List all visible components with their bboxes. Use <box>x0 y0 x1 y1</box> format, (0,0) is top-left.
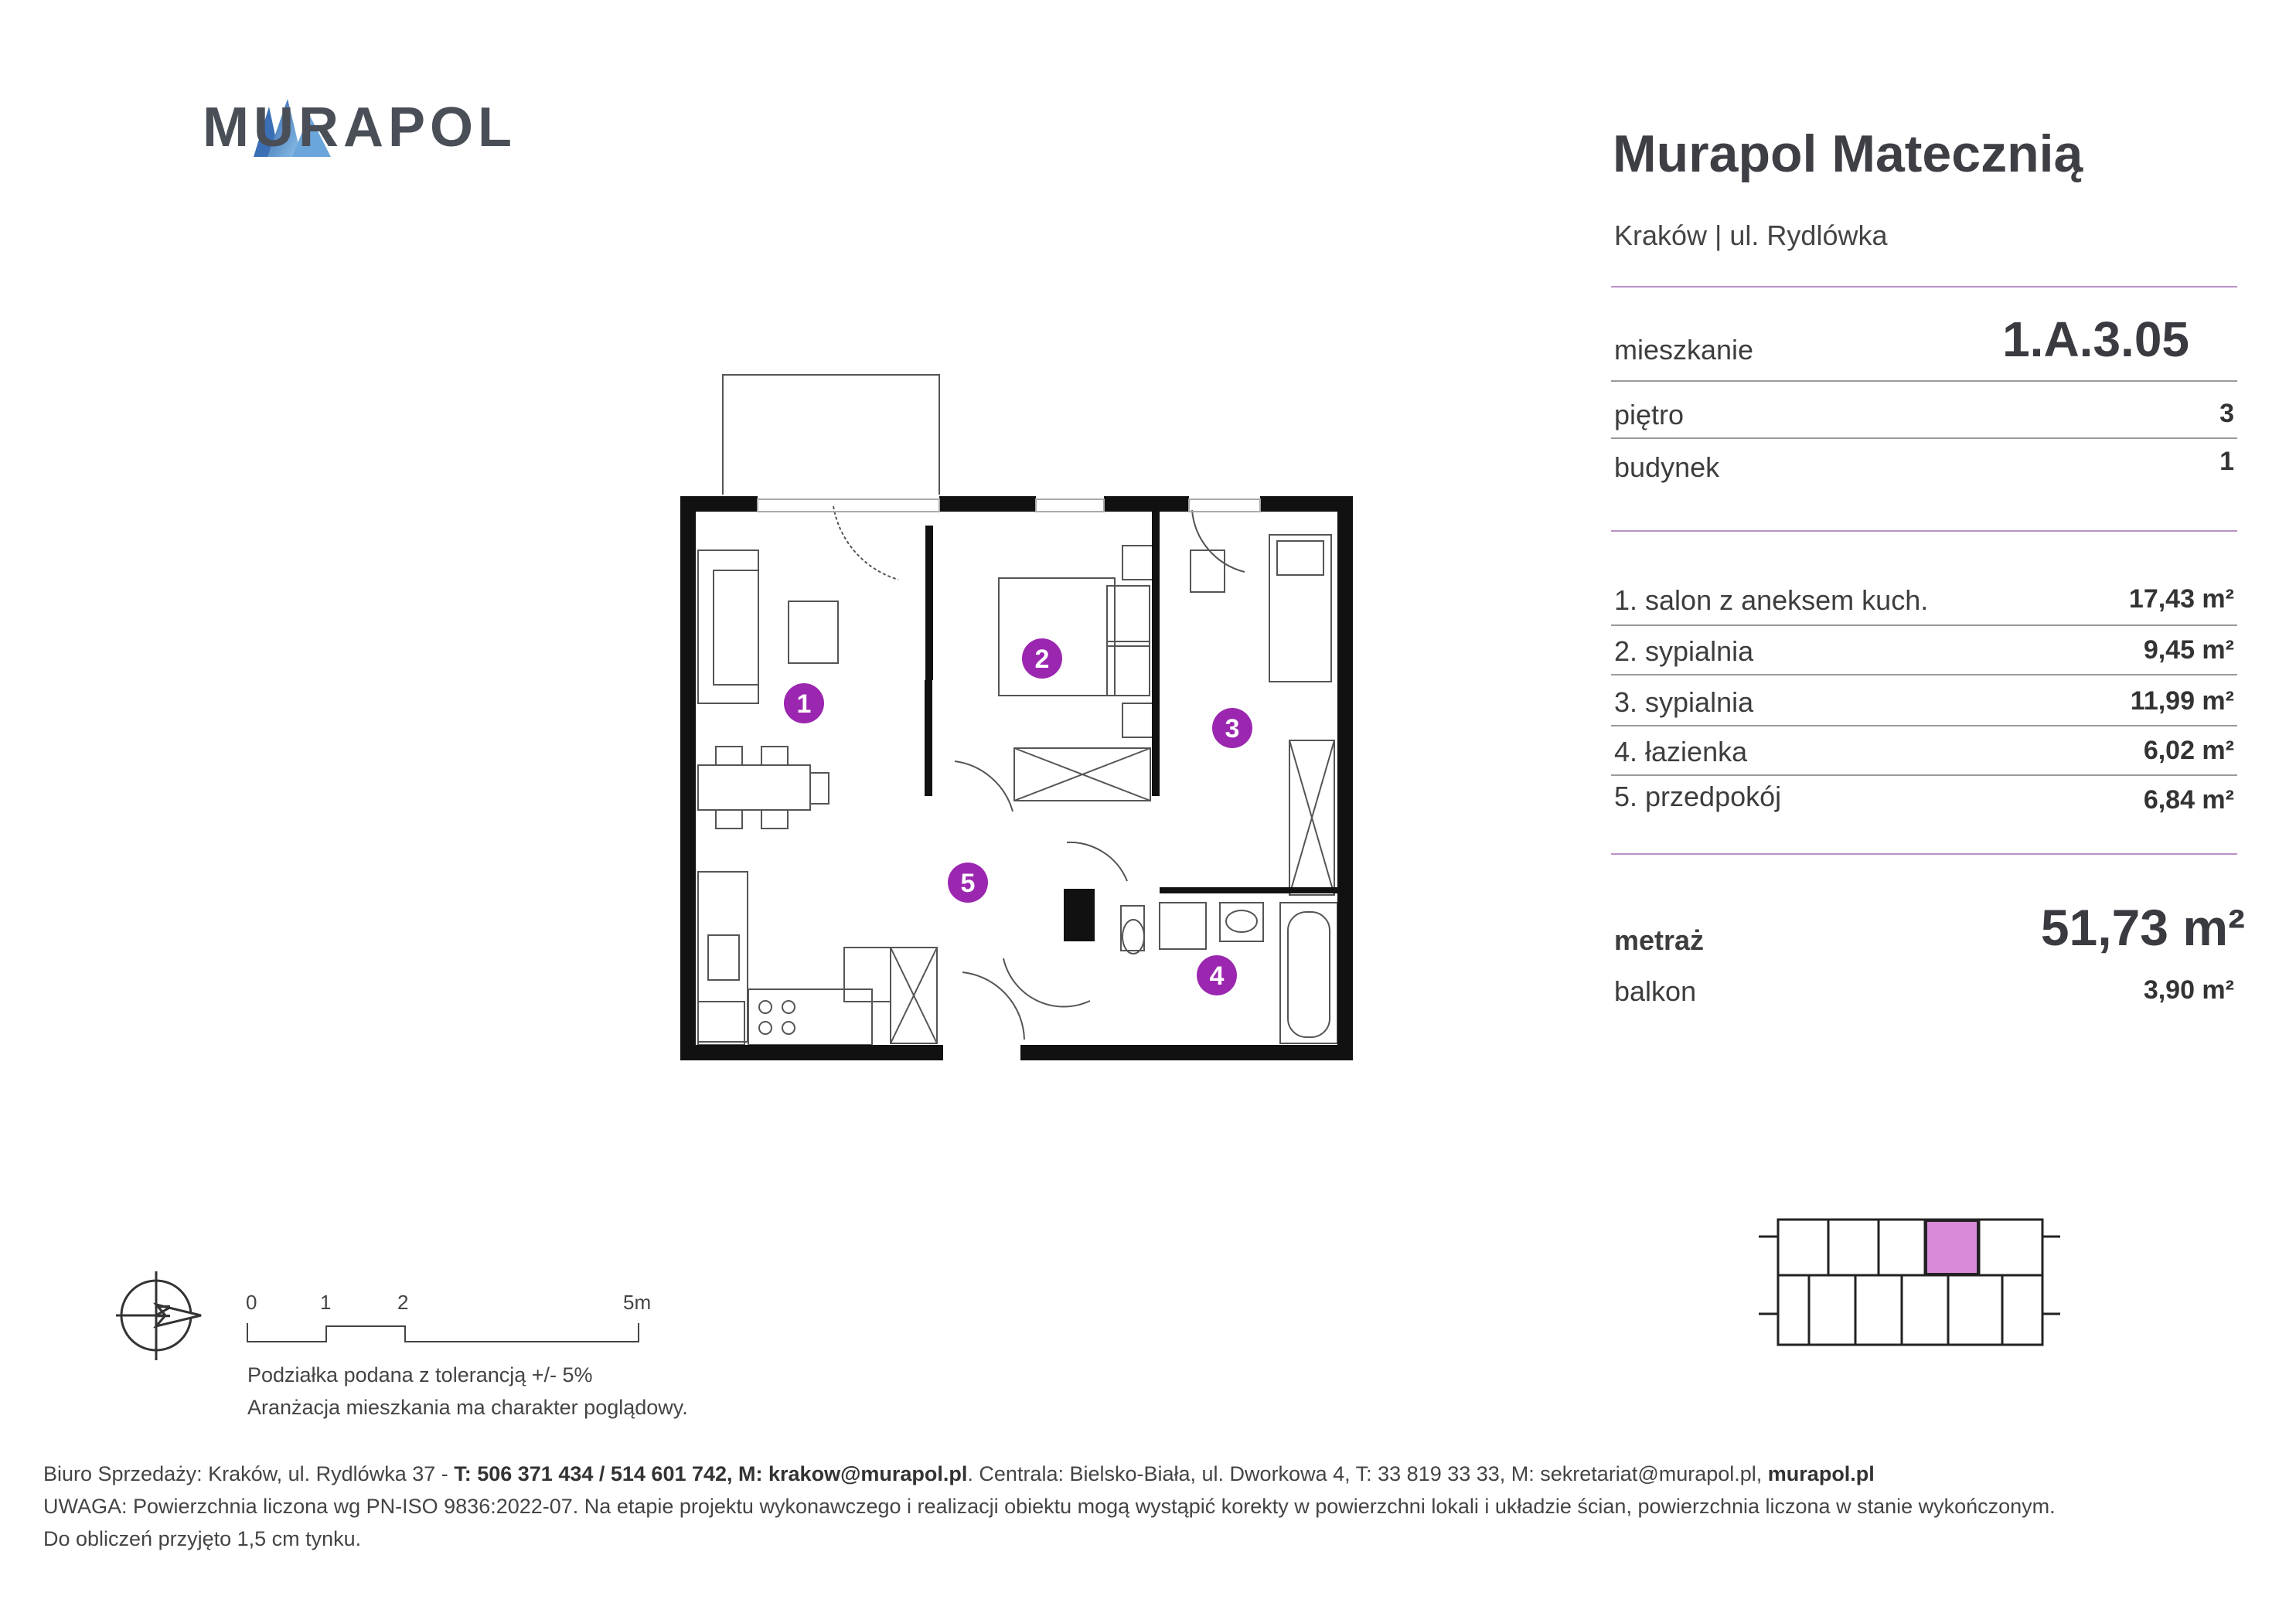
project-title: Murapol Matecznią <box>1613 124 2083 183</box>
floor-plan <box>665 363 1376 1074</box>
balcony-area: 3,90 m² <box>2143 975 2234 1005</box>
floor-label: piętro <box>1614 399 1685 430</box>
total-area-value: 51,73 m² <box>2040 899 2245 956</box>
total-area-label: metraż <box>1614 924 1705 956</box>
room-area: 9,45 m² <box>2143 635 2234 665</box>
scale-tick-label: 2 <box>397 1291 409 1314</box>
divider <box>1611 437 2237 439</box>
divider <box>1611 380 2237 382</box>
room-markers <box>784 638 1252 995</box>
footer-contact: Biuro Sprzedaży: Kraków, ul. Rydlówka 37 - T: 506 371 434 / 514 601 742, M: krakow@murapol.pl. Centrala: Bielsko-Biała, ul. Dworkowa 4, T: 33 819 33 33, M: sekretariat@murapol.pl, murapol.pl <box>43 1462 1875 1485</box>
floor-value: 3 <box>2219 399 2234 428</box>
footer-plaster-note: Do obliczeń przyjęto 1,5 cm tynku. <box>43 1527 362 1550</box>
room-marker-label: 5 <box>960 869 976 898</box>
divider <box>1611 286 2237 288</box>
apartment-label: mieszkanie <box>1614 334 1754 366</box>
layout-note: Aranżacja mieszkania ma charakter poglądowy. <box>247 1396 688 1419</box>
highlighted-apartment <box>1926 1221 1977 1274</box>
scale-tick-label: 5m <box>623 1291 652 1314</box>
footer-note: UWAGA: Powierzchnia liczona wg PN-ISO 9836:2022-07. Na etapie projektu wykonawczego i realizacji obiektu mogą wystąpić korekty w powierzchni lokali i układzie ścian, powierzchnia liczona w stanie wykończonym. <box>43 1495 2056 1518</box>
room-name: 3. sypialnia <box>1614 686 1754 718</box>
room-name: 1. salon z aneksem kuch. <box>1614 584 1929 616</box>
compass-icon <box>116 1267 216 1368</box>
room-name: 5. przedpokój <box>1614 781 1782 812</box>
room-name: 4. łazienka <box>1614 736 1748 767</box>
room-name: 2. sypialnia <box>1614 635 1754 667</box>
room-marker-label: 3 <box>1225 714 1240 743</box>
divider <box>1611 624 2237 626</box>
room-marker-label: 4 <box>1209 961 1225 991</box>
apartment-number: 1.A.3.05 <box>2002 311 2189 367</box>
divider <box>1611 853 2237 855</box>
brand-name: MURAPOL <box>203 97 516 158</box>
balcony-label: balkon <box>1614 975 1697 1007</box>
project-address: Kraków | ul. Rydlówka <box>1614 219 1888 251</box>
room-area: 6,02 m² <box>2143 736 2234 765</box>
room-area: 11,99 m² <box>2130 686 2234 716</box>
building-key-plan <box>1755 1190 2064 1360</box>
scale-note: Podziałka podana z tolerancją +/- 5% <box>247 1363 593 1387</box>
building-label: budynek <box>1614 451 1720 483</box>
svg-text:N: N <box>152 1304 175 1318</box>
divider <box>1611 725 2237 726</box>
scale-tick-label: 0 <box>246 1291 257 1314</box>
divider <box>1611 774 2237 776</box>
room-marker-label: 1 <box>796 689 812 719</box>
divider <box>1611 530 2237 532</box>
room-marker-label: 2 <box>1034 645 1050 674</box>
divider <box>1611 674 2237 675</box>
scale-bar <box>246 1318 642 1346</box>
building-value: 1 <box>2219 447 2234 476</box>
scale-tick-label: 1 <box>320 1291 332 1314</box>
room-area: 6,84 m² <box>2143 785 2234 815</box>
room-area: 17,43 m² <box>2128 584 2234 614</box>
